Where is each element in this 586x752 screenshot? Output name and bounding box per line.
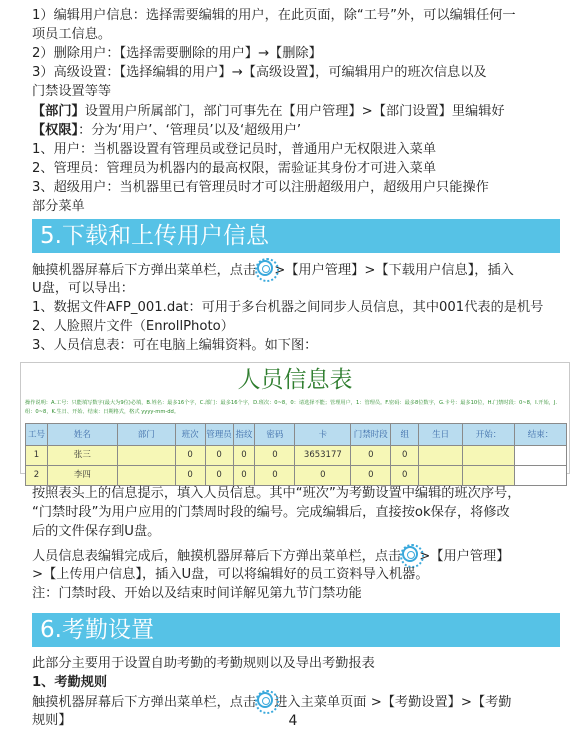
table-cell: 李四 [47, 466, 117, 486]
dept-line [32, 102, 578, 121]
text-line [32, 546, 578, 566]
list-item: 2、人脸照片文件（EnrollPhoto） [32, 319, 234, 334]
table-cell [117, 466, 175, 486]
table-note: 操作说明：A.工号：只能填写数字(最大为9位)必填，B.姓名：最多16个字，C.部门：最多16个字，D.班次：0~8，0：请选择不能；管理用户，1：管理员。F.密码：最多8位数字，G.卡号：最多10位，H.门禁时段：0~8，I.开始，J.组：0~8，K.生日、开始、结束：日期格式，格式 yyyy-mm-dd。 [25, 400, 558, 415]
text-line: 项员工信息。 [32, 27, 112, 42]
text-line: 按照表头上的信息提示，填入人员信息。其中“班次”为考勤设置中编辑的班次序号， [32, 486, 521, 501]
table-row [26, 466, 567, 486]
table-cell: 0 [351, 466, 391, 486]
table-cell: 1 [26, 446, 48, 466]
table-cell [514, 446, 566, 466]
table-cell [463, 446, 515, 466]
column-header: 密码 [255, 424, 295, 446]
line-b: 进入主菜单页面 >【考勤设置】>【考勤 [274, 695, 512, 710]
text-line: 3）高级设置：【选择编辑的用户】→【高级设置】，可编辑用户的班次信息以及 [32, 65, 487, 80]
perm-line [32, 121, 578, 140]
text-line: 2、管理员：管理员为机器内的最高权限，需验证其身份才可进入菜单 [32, 161, 437, 176]
section-6-heading: 6.考勤设置 [32, 613, 560, 647]
table-row [26, 446, 567, 466]
staff-info-table-image [20, 362, 570, 480]
text-line: 1、用户：当机器设置有管理员或登记员时，普通用户无权限进入菜单 [32, 142, 437, 157]
text-line: 门禁设置等等 [32, 84, 112, 99]
column-header: 开始： [463, 424, 515, 446]
text-line [32, 692, 578, 712]
table-cell: 0 [175, 446, 205, 466]
column-header: 生日 [419, 424, 463, 446]
text-line: “门禁时段”为用户应用的门禁周时段的编号。完成编辑后，直接按ok保存，将修改 [32, 505, 510, 520]
column-header: 姓名 [47, 424, 117, 446]
staff-grid [25, 423, 567, 486]
column-header: 管理员 [205, 424, 233, 446]
column-header: 结束： [514, 424, 566, 446]
column-header: 工号 [26, 424, 48, 446]
table-cell: 0 [255, 446, 295, 466]
settings-gear-icon [257, 260, 273, 276]
table-cell: 3653177 [295, 446, 351, 466]
column-header: 指纹 [233, 424, 255, 446]
column-header: 部门 [117, 424, 175, 446]
list-item: 1、数据文件AFP_001.dat：可用于多台机器之间同步人员信息，其中001代表的是机号 [32, 300, 544, 315]
table-cell [117, 446, 175, 466]
table-cell [419, 466, 463, 486]
dept-label: 【部门】 [32, 104, 85, 119]
table-cell: 0 [391, 446, 419, 466]
settings-gear-icon [402, 546, 418, 562]
subheading: 1、考勤规则 [32, 675, 108, 690]
text-line: U盘，可以导出： [32, 281, 134, 296]
text-line [32, 260, 578, 280]
table-cell: 0 [391, 466, 419, 486]
upload-b: >【用户管理】 [419, 549, 510, 564]
table-cell: 0 [233, 466, 255, 486]
table-cell [463, 466, 515, 486]
table-cell: 0 [205, 466, 233, 486]
table-cell: 0 [175, 466, 205, 486]
column-header: 卡 [295, 424, 351, 446]
settings-gear-icon [257, 692, 273, 708]
text-line: 规则】 [32, 713, 72, 728]
table-cell: 0 [255, 466, 295, 486]
intro-b: >【用户管理】>【下载用户信息】，插入 [274, 263, 514, 278]
text-line: 3、超级用户：当机器里已有管理员时才可以注册超级用户，超级用户只能操作 [32, 180, 489, 195]
list-item: 3、人员信息表：可在电脑上编辑资料。如下图： [32, 338, 318, 353]
table-cell: 2 [26, 466, 48, 486]
text-line: >【上传用户信息】，插入U盘，可以将编辑好的员工资料导入机器。 [32, 567, 429, 582]
text-line: 部分菜单 [32, 199, 85, 214]
page-number: 4 [288, 713, 298, 729]
section-5-heading: 5.下载和上传用户信息 [32, 219, 560, 253]
intro-a: 触摸机器屏幕后下方弹出菜单栏，点击 [32, 263, 257, 278]
column-header: 班次 [175, 424, 205, 446]
note-line: 注：门禁时段、开始以及结束时间详解见第九节门禁功能 [32, 586, 362, 601]
table-cell [419, 446, 463, 466]
table-cell: 0 [233, 446, 255, 466]
perm-text: ：分为‘用户’、‘管理员’以及‘超级用户’ [78, 123, 302, 138]
column-header: 门禁时段 [351, 424, 391, 446]
text-line: 2）删除用户：【选择需要删除的用户】→【删除】 [32, 46, 322, 61]
dept-text: 设置用户所属部门，部门可事先在【用户管理】>【部门设置】里编辑好 [84, 104, 505, 119]
line-a: 触摸机器屏幕后下方弹出菜单栏，点击 [32, 695, 257, 710]
table-cell: 0 [295, 466, 351, 486]
table-title: 人员信息表 [237, 367, 353, 393]
text-line: 1）编辑用户信息：选择需要编辑的用户，在此页面，除“工号”外，可以编辑任何一 [32, 8, 516, 23]
text-line: 此部分主要用于设置自助考勤的考勤规则以及导出考勤报表 [32, 656, 375, 671]
table-header-row [26, 424, 567, 446]
table-cell: 0 [205, 446, 233, 466]
upload-a: 人员信息表编辑完成后，触摸机器屏幕后下方弹出菜单栏，点击 [32, 549, 402, 564]
perm-label: 【权限】 [32, 123, 79, 138]
table-cell: 0 [351, 446, 391, 466]
text-line: 后的文件保存到U盘。 [32, 524, 161, 539]
column-header: 组 [391, 424, 419, 446]
table-cell [514, 466, 566, 486]
table-cell: 张三 [47, 446, 117, 466]
